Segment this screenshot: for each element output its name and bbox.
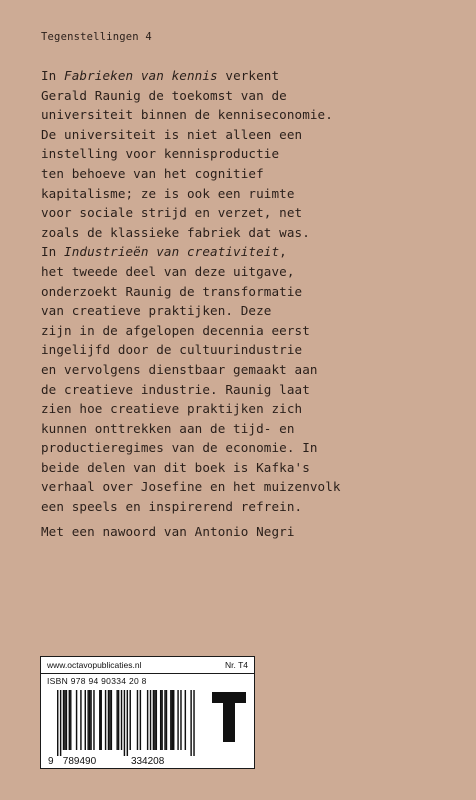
barcode-bar bbox=[193, 690, 194, 756]
barcode-digit-group: 789490 bbox=[62, 756, 97, 765]
barcode-bar bbox=[153, 690, 154, 750]
barcode-bar bbox=[190, 690, 191, 756]
barcode-bar bbox=[111, 690, 112, 750]
barcode-bar bbox=[147, 690, 148, 750]
blurb-line bbox=[41, 301, 461, 321]
barcode-bar bbox=[177, 690, 178, 750]
blurb-line bbox=[41, 340, 461, 360]
barcode-bar bbox=[154, 690, 155, 750]
barcode-bar bbox=[173, 690, 174, 750]
blurb-title-italic: Fabrieken van kennis bbox=[64, 68, 218, 83]
barcode-bar bbox=[99, 690, 100, 750]
barcode-bar bbox=[170, 690, 171, 750]
blurb-line bbox=[41, 497, 461, 517]
blurb-text: onderzoekt Raunig de transformatie bbox=[41, 283, 303, 299]
barcode-bar bbox=[150, 690, 151, 750]
barcode-bar bbox=[137, 690, 138, 750]
barcode-bar bbox=[161, 690, 162, 750]
blurb-line bbox=[41, 282, 461, 302]
blurb-line bbox=[41, 438, 461, 458]
blurb-line bbox=[41, 86, 461, 106]
barcode-bar bbox=[160, 690, 161, 750]
blurb-line bbox=[41, 144, 461, 164]
blurb-text: verkent bbox=[217, 68, 280, 83]
blurb-line bbox=[41, 184, 461, 204]
barcode-bar bbox=[66, 690, 67, 750]
barcode-bar bbox=[166, 690, 167, 750]
barcode-bar bbox=[185, 690, 186, 750]
blurb-text: , bbox=[279, 244, 287, 260]
barcode-bar bbox=[130, 690, 131, 750]
blurb-line bbox=[41, 321, 461, 341]
blurb-line bbox=[41, 203, 461, 223]
series-title: Tegenstellingen 4 bbox=[41, 31, 152, 43]
blurb-text: ten behoeve van het cognitief bbox=[41, 165, 264, 181]
barcode-bar bbox=[121, 690, 122, 750]
barcode-digit-group: 334208 bbox=[130, 756, 165, 765]
barcode-bar bbox=[90, 690, 91, 750]
barcode-bar bbox=[85, 690, 86, 750]
blurb-line bbox=[41, 458, 461, 478]
blurb-text: de creatieve industrie. Raunig laat bbox=[41, 381, 310, 397]
blurb-text: ingelijfd door de cultuurindustrie bbox=[41, 342, 303, 358]
blurb-text: instelling voor kennisproductie bbox=[41, 146, 280, 162]
panel-divider bbox=[41, 673, 254, 674]
blurb-line bbox=[41, 477, 461, 497]
blurb-text: zoals de klassieke fabriek dat was. bbox=[41, 224, 310, 240]
barcode-bar bbox=[60, 690, 61, 756]
blurb-line bbox=[41, 242, 461, 262]
barcode-bar bbox=[164, 690, 165, 750]
barcode-bar bbox=[172, 690, 173, 750]
blurb-text: kapitalisme; ze is ook een ruimte bbox=[41, 185, 295, 201]
barcode-bar bbox=[116, 690, 117, 750]
blurb-line bbox=[41, 105, 461, 125]
barcode-bar bbox=[70, 690, 71, 750]
blurb-text: zijn in de afgelopen decennia eerst bbox=[41, 322, 310, 338]
blurb-text: In bbox=[41, 244, 65, 260]
barcode-bar bbox=[180, 690, 181, 750]
blurb-line bbox=[41, 125, 461, 145]
blurb-text: kunnen onttrekken aan de tijd- en bbox=[41, 420, 295, 436]
blurb-line bbox=[41, 399, 461, 419]
barcode-bar bbox=[101, 690, 102, 750]
barcode-bar bbox=[87, 690, 88, 750]
blurb-text: De universiteit is niet alleen een bbox=[41, 126, 303, 142]
barcode-bar bbox=[108, 690, 109, 750]
barcode-bar bbox=[57, 690, 58, 756]
blurb-text: zien hoe creatieve praktijken zich bbox=[41, 401, 303, 417]
barcode-bar bbox=[63, 690, 64, 750]
barcode-digit-group: 9 bbox=[48, 756, 54, 765]
blurb-line bbox=[41, 360, 461, 380]
blurb-text: Gerald Raunig de toekomst van de bbox=[41, 87, 287, 103]
barcode-bar bbox=[76, 690, 77, 750]
barcode-bar bbox=[105, 690, 106, 750]
series-number: Nr. T4 bbox=[225, 660, 248, 670]
blurb-text: een speels en inspirerend refrein. bbox=[41, 499, 303, 515]
barcode-bar bbox=[118, 690, 119, 750]
blurb-text: verhaal over Josefine en het muizenvolk bbox=[41, 479, 341, 495]
blurb-line bbox=[41, 223, 461, 243]
blurb-line bbox=[41, 164, 461, 184]
blurb-text: en vervolgens dienstbaar gemaakt aan bbox=[41, 361, 318, 377]
blurb-line bbox=[41, 380, 461, 400]
barcode-panel bbox=[40, 656, 255, 769]
barcode-bar bbox=[69, 690, 70, 750]
barcode-bar bbox=[109, 690, 110, 750]
blurb-text: het tweede deel van deze uitgave, bbox=[41, 263, 295, 279]
publisher-url: www.octavopublicaties.nl bbox=[47, 660, 142, 670]
barcode-bar bbox=[124, 690, 125, 756]
back-cover-blurb bbox=[41, 66, 461, 517]
barcode-bar bbox=[140, 690, 141, 750]
octavo-t-logo-icon bbox=[211, 691, 247, 743]
blurb-text: productieregimes van de economie. In bbox=[41, 440, 318, 456]
blurb-text: In bbox=[41, 68, 65, 83]
blurb-line bbox=[41, 262, 461, 282]
blurb-text: universiteit binnen de kenniseconomie. bbox=[41, 107, 333, 123]
blurb-title-italic: Industrieën van creativiteit bbox=[64, 244, 280, 260]
blurb-line bbox=[41, 419, 461, 439]
blurb-text: van creatieve praktijken. Deze bbox=[41, 303, 272, 319]
barcode-bar bbox=[89, 690, 90, 750]
blurb-text: beide delen van dit boek is Kafka's bbox=[41, 459, 310, 475]
barcode-bar bbox=[156, 690, 157, 750]
barcode-bar bbox=[64, 690, 65, 750]
blurb-line bbox=[41, 66, 461, 86]
isbn-label: ISBN 978 94 90334 20 8 bbox=[47, 676, 147, 686]
barcode-bar bbox=[80, 690, 81, 750]
barcode-bar bbox=[127, 690, 128, 756]
afterword-credit: Met een nawoord van Antonio Negri bbox=[41, 524, 295, 539]
barcode-bar bbox=[93, 690, 94, 750]
blurb-text: voor sociale strijd en verzet, net bbox=[41, 205, 303, 221]
barcode bbox=[47, 690, 205, 765]
